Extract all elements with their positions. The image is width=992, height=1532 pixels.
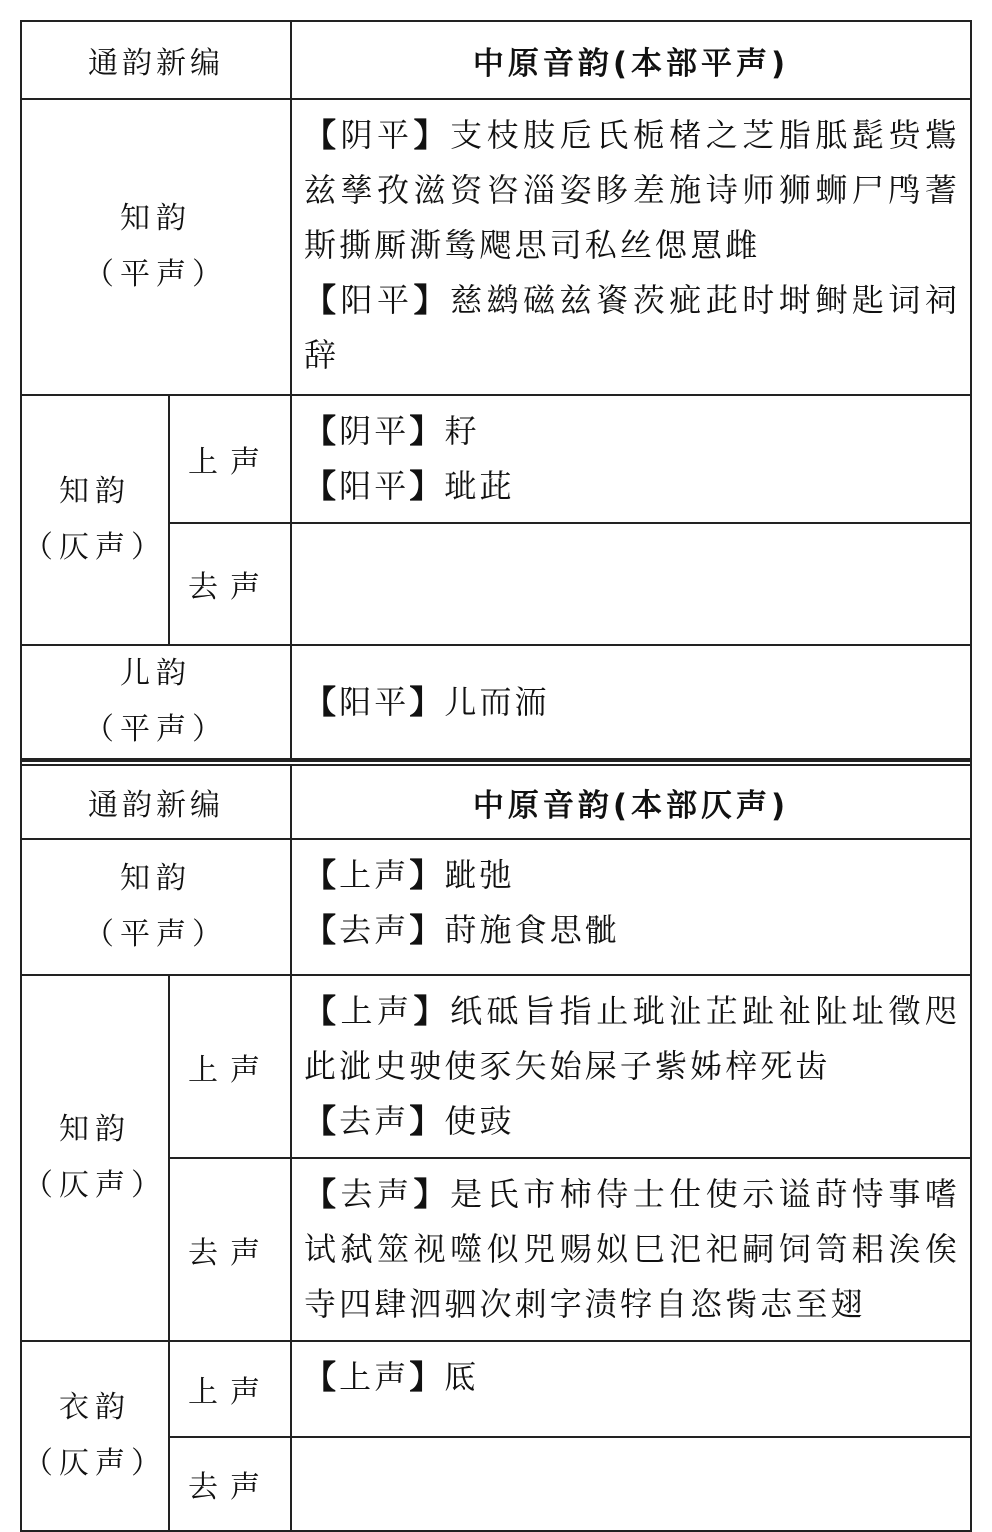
content-cell: [291, 1341, 971, 1437]
row-er-ping: [21, 645, 971, 759]
row-zhi-ze-shang: [21, 395, 971, 523]
tone-tag: 上声: [339, 856, 410, 894]
content-line: 【阴平】支枝肢卮氏栀楮之芝脂胝髭赀鴜兹孳孜滋资咨淄姿眵差施诗师狮蛳尸鸤蓍斯撕厮澌鸶飔思司私丝偲罳雌: [304, 116, 960, 264]
char-list: 厎: [444, 1358, 480, 1396]
tone-tag: 上声: [340, 992, 414, 1030]
content-cell: [291, 395, 971, 523]
rhyme-label-cell: [21, 975, 169, 1341]
tone-tag: 去声: [339, 1102, 410, 1140]
char-list: 慈鹚磁兹餈茨疵茈时埘鲥匙词祠辞: [304, 281, 960, 374]
tone-label: （仄声）: [23, 1168, 167, 1203]
content-line: 【去声】是氏市柿侍士仕使示谥莳恃事嗜试弑筮视噬似兕赐姒巳汜祀嗣饲笥耜涘俟寺四肆泗驷次刺字渍牸自恣胔志至翅: [304, 1175, 960, 1323]
tone-label: （仄声）: [23, 1446, 167, 1481]
table-header-row: [21, 21, 971, 99]
tone-tag: 去声: [340, 1175, 414, 1213]
tone-tag: 上声: [339, 1358, 410, 1396]
subtone-label: 上声: [169, 975, 291, 1158]
row-zhi-ping: [21, 99, 971, 395]
rhyme-label-cell: [21, 1341, 169, 1531]
subtone-label: 去声: [169, 1158, 291, 1341]
char-list: 纸砥旨指止玼沚芷趾祉阯址徵咫此泚史驶使豕矢始屎子紫姊梓死齿: [304, 992, 960, 1085]
tone-label: （平声）: [84, 917, 228, 952]
char-list: 支枝肢卮氏栀楮之芝脂胝髭赀鴜兹孳孜滋资咨淄姿眵差施诗师狮蛳尸鸤蓍斯撕厮澌鸶飔思司私丝偲罳雌: [304, 116, 960, 264]
rhyme-label: 知韵: [120, 861, 192, 896]
char-list: 是氏市柿侍士仕使示谥莳恃事嗜试弑筮视噬似兕赐姒巳汜祀嗣饲笥耜涘俟寺四肆泗驷次刺字渍牸自恣胔志至翅: [304, 1175, 960, 1323]
content-line: 【去声】使豉: [304, 1102, 515, 1140]
table-zesheng: [20, 764, 972, 1532]
row-yi-ze-shang: [21, 1341, 971, 1437]
content-line: 【阳平】玼茈: [304, 467, 515, 505]
tone-tag: 阴平: [339, 412, 410, 450]
page: [20, 20, 972, 1532]
char-list: 耔: [444, 412, 480, 450]
char-list: 玼茈: [444, 467, 515, 505]
tone-label: （平声）: [84, 712, 228, 747]
tone-tag: 阳平: [340, 281, 414, 319]
content-line: 【阴平】耔: [304, 412, 480, 450]
rhyme-label: 知韵: [120, 201, 192, 236]
content-line: 【去声】莳施食思骴: [304, 911, 620, 949]
rhyme-label-cell: [21, 395, 169, 645]
content-line: 【阳平】儿而洏: [304, 682, 550, 721]
header-right: 中原音韵(本部仄声): [291, 765, 971, 839]
tone-tag: 阴平: [340, 116, 414, 154]
header-left: 通韵新编: [21, 765, 291, 839]
tone-tag: 去声: [339, 911, 410, 949]
row-zhi-ze-shang: [21, 975, 971, 1158]
subtone-label: 去声: [169, 1437, 291, 1531]
char-list: 儿而洏: [444, 682, 550, 721]
header-right: 中原音韵(本部平声): [291, 21, 971, 99]
rhyme-label-cell: [21, 645, 291, 759]
content-line: 【阳平】慈鹚磁兹餈茨疵茈时埘鲥匙词祠辞: [304, 281, 960, 374]
content-cell: [291, 99, 971, 395]
tone-tag: 阳平: [339, 467, 410, 505]
char-list: 莳施食思骴: [444, 911, 620, 949]
table-header-row: [21, 765, 971, 839]
subtone-label: 上声: [169, 395, 291, 523]
table-pingsheng: [20, 20, 972, 760]
tone-tag: 阳平: [339, 682, 410, 721]
char-list: 跐弛: [444, 856, 515, 894]
content-line: 【上声】纸砥旨指止玼沚芷趾祉阯址徵咫此泚史驶使豕矢始屎子紫姊梓死齿: [304, 992, 960, 1085]
content-line: 【上声】跐弛: [304, 856, 515, 894]
rhyme-label: 知韵: [59, 474, 131, 509]
tone-label: （平声）: [84, 257, 228, 292]
rhyme-label: 知韵: [59, 1112, 131, 1147]
rhyme-label-cell: [21, 839, 291, 975]
rhyme-label-cell: [21, 99, 291, 395]
content-cell: [291, 645, 971, 759]
char-list: 使豉: [444, 1102, 515, 1140]
tone-label: （仄声）: [23, 530, 167, 565]
row-zhi-ping: [21, 839, 971, 975]
content-cell: [291, 839, 971, 975]
content-cell-empty: [291, 523, 971, 645]
header-left: 通韵新编: [21, 21, 291, 99]
content-cell: [291, 1158, 971, 1341]
subtone-label: 去声: [169, 523, 291, 645]
content-line: 【上声】厎: [304, 1358, 480, 1396]
rhyme-label: 儿韵: [120, 656, 192, 691]
content-cell-empty: [291, 1437, 971, 1531]
subtone-label: 上声: [169, 1341, 291, 1437]
rhyme-label: 衣韵: [59, 1390, 131, 1425]
content-cell: [291, 975, 971, 1158]
